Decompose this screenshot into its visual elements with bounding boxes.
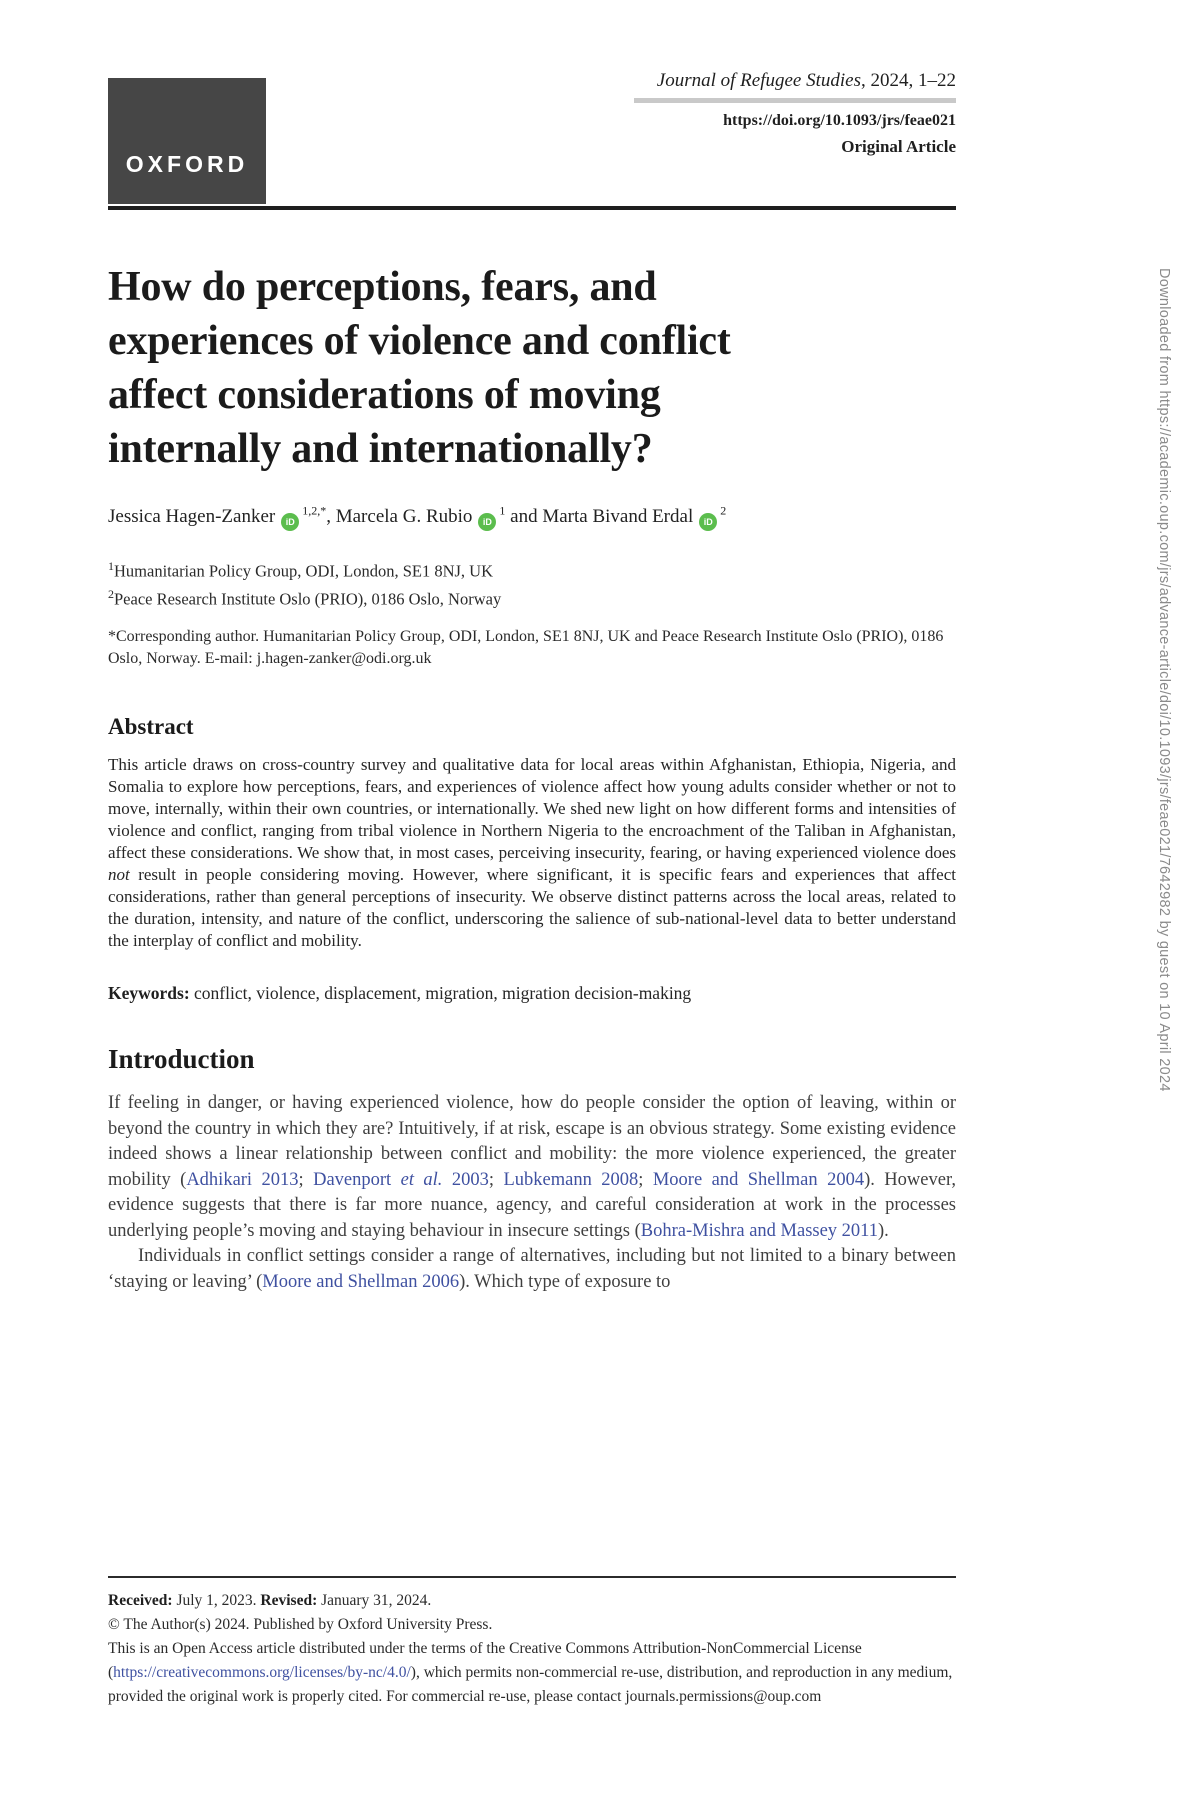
affiliation	[108, 583, 956, 611]
journal-name: Journal of Refugee Studies	[656, 70, 861, 91]
title-line: How do perceptions, fears, and	[108, 264, 657, 310]
affiliation-list	[108, 555, 956, 610]
text-link[interactable]: Lubkemann 2008	[503, 1169, 639, 1190]
journal-header	[108, 0, 956, 206]
author-affiliation-marker: 1	[499, 504, 506, 518]
author	[326, 506, 505, 527]
text-link[interactable]: Bohra-Mishra and Massey 2011	[640, 1220, 878, 1241]
text-link[interactable]: 2003	[442, 1169, 489, 1190]
journal-citation	[634, 70, 956, 92]
text-link[interactable]: Adhikari 2013	[186, 1169, 299, 1190]
text-link[interactable]: et al.	[400, 1169, 443, 1190]
received-revised-line: Received: July 1, 2023. Revised: January 31, 2024.	[108, 1592, 432, 1609]
copyright-line: © The Author(s) 2024. Published by Oxford University Press.	[108, 1616, 493, 1633]
text-link[interactable]: Davenport	[313, 1169, 401, 1190]
doi-link[interactable]: https://doi.org/10.1093/jrs/feae021	[723, 112, 956, 129]
affiliation-text: Humanitarian Policy Group, ODI, London, SE1 8NJ, UK	[114, 561, 494, 581]
italic-text: not	[108, 865, 130, 885]
abstract-heading: Abstract	[108, 714, 194, 740]
abstract-text: This article draws on cross-country survey and qualitative data for local areas within Afghanistan, Ethiopia, Nigeria, and Somalia to explore how perceptions, fears, and experiences of violence affect how young adults consider whether or not to move, internally, within their own countries, or internationally. We shed new light on how different forms and intensities of violence and conflict, ranging from tribal violence in Northern Nigeria to the encroachment of the Taliban in Afghanistan, affect these considerations. We show that, in most cases, perceiving insecurity, fearing, or having experienced violence does not result in people considering moving. However, where significant, it is specific fears and experiences that affect considerations, rather than general perceptions of insecurity. We observe distinct patterns across the local areas, related to the duration, intensity, and nature of the conflict, underscoring the salience of sub-national-level data to better understand the interplay of conflict and mobility.	[108, 755, 956, 951]
author-affiliation-marker: 1,2,*	[302, 504, 327, 518]
text-link[interactable]: Moore and Shellman 2006	[262, 1271, 460, 1292]
orcid-icon[interactable]: iD	[478, 513, 496, 531]
oxford-logo-text: OXFORD	[125, 151, 249, 177]
affiliation-text: Peace Research Institute Oslo (PRIO), 0186 Oslo, Norway	[114, 589, 502, 609]
orcid-icon[interactable]: iD	[699, 513, 717, 531]
text-link[interactable]: https://creativecommons.org/licenses/by-nc/4.0/	[113, 1664, 411, 1681]
journal-meta	[634, 70, 956, 157]
journal-issue: , 2024, 1–22	[861, 70, 956, 91]
author	[108, 506, 326, 527]
introduction-heading: Introduction	[108, 1044, 255, 1075]
footer-rule	[108, 1576, 956, 1578]
author-name: Jessica Hagen-Zanker	[108, 506, 276, 528]
author-name: Marcela G. Rubio	[335, 506, 473, 528]
keywords-line	[108, 983, 956, 1004]
bold-label: Revised:	[260, 1592, 318, 1609]
title-line: affect considerations of moving	[108, 372, 661, 418]
page-footer	[108, 1576, 956, 1709]
author-name: Marta Bivand Erdal	[542, 506, 694, 528]
title-line: internally and internationally?	[108, 426, 653, 472]
author-affiliation-marker: 2	[720, 504, 727, 518]
header-divider	[634, 98, 956, 103]
keywords-label: Keywords:	[108, 983, 190, 1004]
article-title	[108, 260, 956, 476]
author	[505, 506, 726, 527]
oxford-logo	[108, 78, 266, 204]
corresponding-author-note: *Corresponding author. Humanitarian Policy Group, ODI, London, SE1 8NJ, UK and Peace Research Institute Oslo (PRIO), 0186 Oslo, Norway. E-mail: j.hagen-zanker@odi.org.uk	[108, 628, 944, 668]
author-list	[108, 504, 956, 531]
text-link[interactable]: Moore and Shellman 2004	[652, 1169, 865, 1190]
download-watermark: Downloaded from https://academic.oup.com/jrs/advance-article/doi/10.1093/jrs/feae021/7642982 by guest on 10 April 2024	[1156, 268, 1172, 1092]
license-paragraph: This is an Open Access article distributed under the terms of the Creative Commons Attribution-NonCommercial License (https://creativecommons.org/licenses/by-nc/4.0/), which permits non-commercial re-use, distribution, and reproduction in any medium, provided the original work is properly cited. For commercial re-use, please contact journals.permissions@oup.com	[108, 1640, 953, 1705]
orcid-icon[interactable]: iD	[281, 513, 299, 531]
header-rule	[108, 206, 956, 210]
author-separator: ,	[326, 506, 336, 528]
affiliation-marker: 2	[108, 586, 114, 601]
affiliation-marker: 1	[108, 559, 114, 574]
keywords-text: conflict, violence, displacement, migration, migration decision-making	[189, 983, 692, 1004]
title-line: experiences of violence and conflict	[108, 318, 731, 364]
affiliation	[108, 555, 956, 583]
intro-paragraph-1: If feeling in danger, or having experienced violence, how do people consider the option of leaving, within or beyond the country in which they are? Intuitively, if at risk, escape is an obvious strategy. Some existing evidence indeed shows a linear relationship between conflict and mobility: the more violence experienced, the greater mobility (Adhikari 2013; Davenport et al. 2003; Lubkemann 2008; Moore and Shellman 2004). However, evidence suggests that there is far more nuance, agency, and careful consideration at work in the processes underlying people’s moving and staying behaviour in insecure settings (Bohra-Mishra and Massey 2011).	[108, 1093, 956, 1241]
intro-paragraph-2: Individuals in conflict settings consider a range of alternatives, including but not limited to a binary between ‘staying or leaving’ (Moore and Shellman 2006). Which type of exposure to	[108, 1246, 956, 1292]
article-type-label: Original Article	[841, 137, 956, 156]
article-content	[108, 0, 956, 1295]
bold-label: Received:	[108, 1592, 173, 1609]
author-separator: and	[505, 506, 543, 528]
